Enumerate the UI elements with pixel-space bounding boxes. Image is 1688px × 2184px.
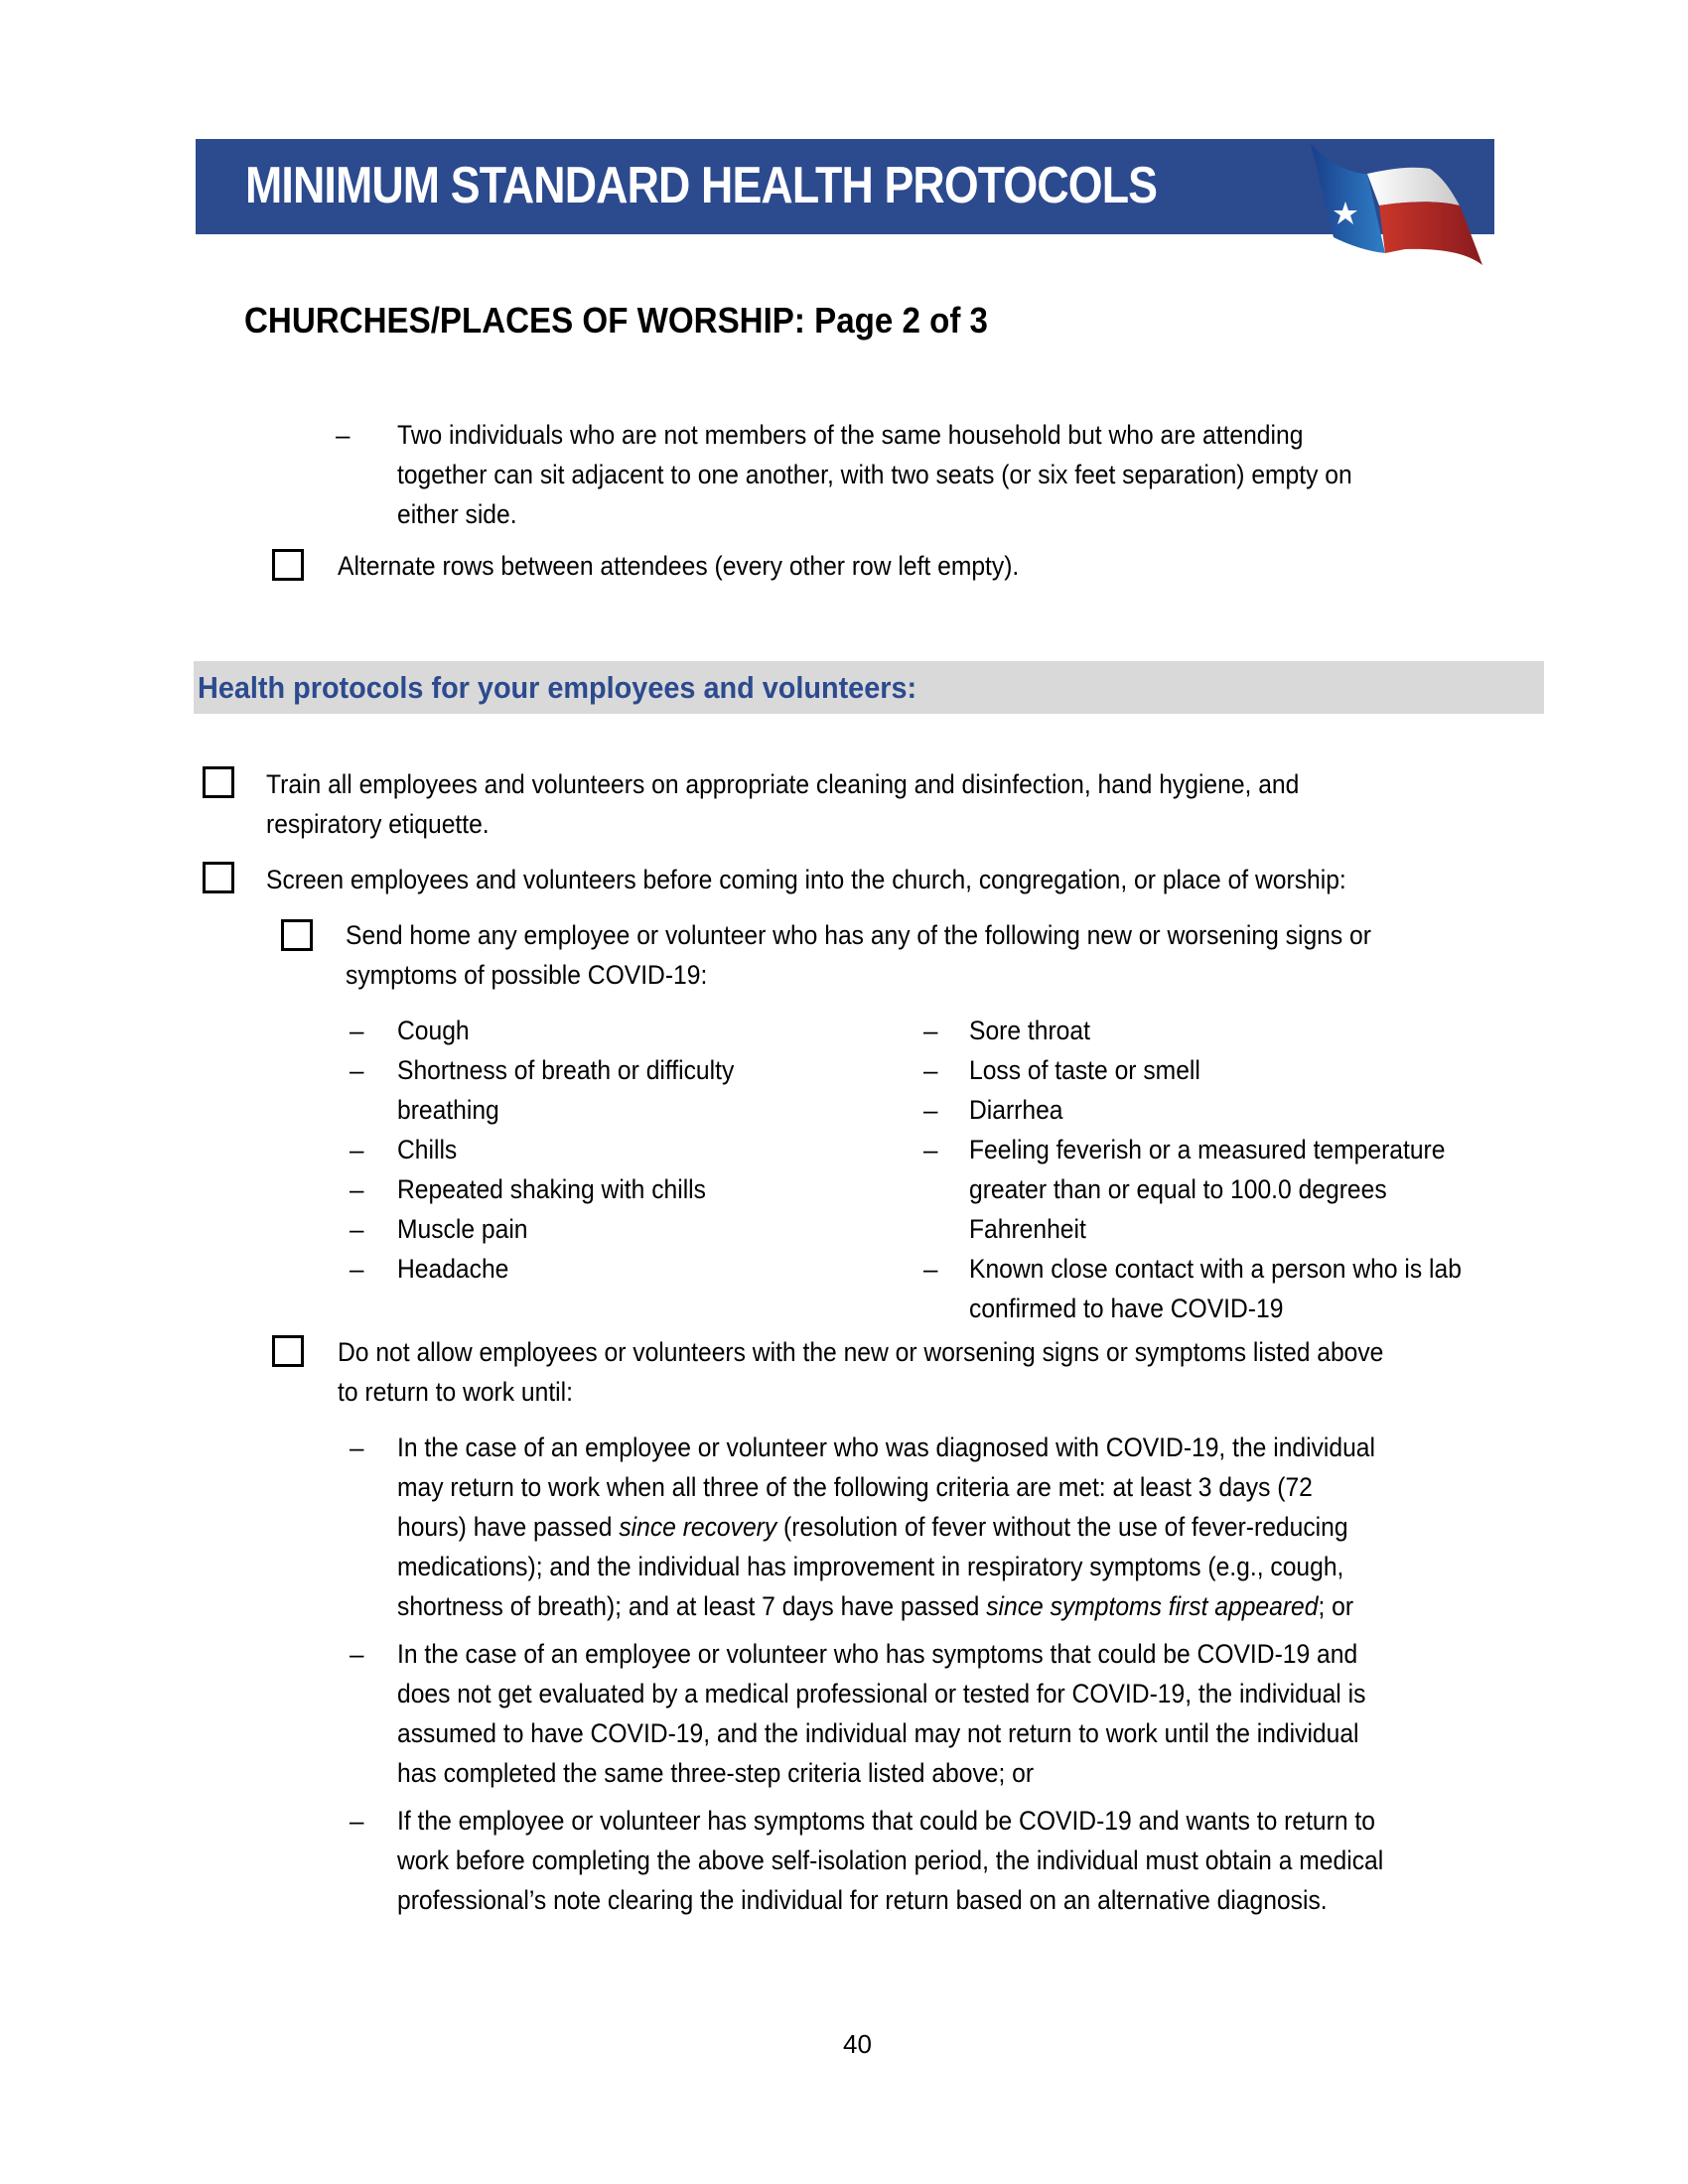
- checkbox-label: symptoms of possible COVID-19:: [346, 960, 708, 990]
- symptom-item: Loss of taste or smell: [969, 1055, 1200, 1085]
- section-header: [194, 661, 1544, 714]
- checkbox-label: Do not allow employees or volunteers with the new or worsening signs or symptoms listed above: [338, 1337, 1384, 1367]
- criteria-line: may return to work when all three of the following criteria are met: at least 3 days (72: [397, 1472, 1313, 1502]
- bullet-dash: –: [350, 1254, 364, 1284]
- checkbox-train[interactable]: [203, 766, 234, 798]
- bullet-dash: –: [350, 1639, 364, 1669]
- criteria-line: [397, 1586, 1353, 1626]
- criteria-line: does not get evaluated by a medical professional or tested for COVID-19, the individual is: [397, 1679, 1366, 1708]
- criteria-line: professional’s note clearing the individual for return based on an alternative diagnosis.: [397, 1885, 1328, 1915]
- bullet-dash: –: [350, 1174, 364, 1204]
- checkbox-label: Send home any employee or volunteer who has any of the following new or worsening signs or: [346, 920, 1371, 950]
- criteria-line: In the case of an employee or volunteer who has symptoms that could be COVID-19 and: [397, 1639, 1358, 1669]
- list-item-line: either side.: [397, 499, 517, 529]
- text-run: shortness of breath); and at least 7 days have passed: [397, 1591, 987, 1621]
- criteria-line: [397, 1507, 1348, 1547]
- bullet-dash: –: [923, 1055, 938, 1085]
- symptom-item: Cough: [397, 1016, 470, 1045]
- symptom-item: Diarrhea: [969, 1095, 1063, 1125]
- bullet-dash: –: [923, 1135, 938, 1164]
- symptom-item: Headache: [397, 1254, 509, 1284]
- bullet-dash: –: [336, 420, 351, 450]
- checkbox-label: respiratory etiquette.: [266, 809, 490, 839]
- section-title: Health protocols for your employees and volunteers:: [198, 670, 917, 705]
- emphasis-text: since recovery: [619, 1512, 777, 1542]
- bullet-dash: –: [350, 1806, 364, 1836]
- symptom-item: Muscle pain: [397, 1214, 528, 1244]
- symptom-item: Shortness of breath or difficulty: [397, 1055, 735, 1085]
- criteria-line: In the case of an employee or volunteer who was diagnosed with COVID-19, the individual: [397, 1433, 1376, 1462]
- checkbox-label: Alternate rows between attendees (every other row left empty).: [338, 551, 1020, 581]
- symptom-item: confirmed to have COVID-19: [969, 1294, 1284, 1323]
- banner-title: MINIMUM STANDARD HEALTH PROTOCOLS: [245, 157, 1158, 214]
- bullet-dash: –: [350, 1433, 364, 1462]
- text-run: ; or: [1318, 1591, 1354, 1621]
- bullet-dash: –: [350, 1016, 364, 1045]
- symptom-item: Feeling feverish or a measured temperature: [969, 1135, 1446, 1164]
- page-title: CHURCHES/PLACES OF WORSHIP: Page 2 of 3: [244, 300, 988, 341]
- texas-flag-icon: [1306, 144, 1484, 268]
- checkbox-label: Train all employees and volunteers on appropriate cleaning and disinfection, hand hygiene, and: [266, 769, 1300, 799]
- symptom-item: Fahrenheit: [969, 1214, 1086, 1244]
- text-run: hours) have passed: [397, 1512, 620, 1542]
- bullet-dash: –: [350, 1135, 364, 1164]
- criteria-line: assumed to have COVID-19, and the individual may not return to work until the individual: [397, 1718, 1359, 1748]
- text-run: (resolution of fever without the use of fever-reducing: [776, 1512, 1348, 1542]
- bullet-dash: –: [923, 1254, 938, 1284]
- criteria-line: has completed the same three-step criteria listed above; or: [397, 1758, 1035, 1788]
- checkbox-screen[interactable]: [203, 862, 234, 893]
- checkbox-send-home[interactable]: [281, 919, 313, 951]
- criteria-line: medications); and the individual has improvement in respiratory symptoms (e.g., cough,: [397, 1552, 1344, 1581]
- page-number: 40: [843, 2029, 872, 2059]
- symptom-item: Sore throat: [969, 1016, 1090, 1045]
- bullet-dash: –: [350, 1055, 364, 1085]
- symptom-item: Repeated shaking with chills: [397, 1174, 706, 1204]
- bullet-dash: –: [923, 1095, 938, 1125]
- symptom-item: breathing: [397, 1095, 499, 1125]
- checkbox-alternate-rows[interactable]: [272, 549, 304, 581]
- list-item-line: together can sit adjacent to one another, with two seats (or six feet separation) empty on: [397, 460, 1352, 489]
- symptom-item: Known close contact with a person who is lab: [969, 1254, 1462, 1284]
- criteria-line: If the employee or volunteer has symptoms that could be COVID-19 and wants to return to: [397, 1806, 1375, 1836]
- emphasis-text: since symptoms first appeared: [986, 1591, 1319, 1621]
- criteria-line: work before completing the above self-isolation period, the individual must obtain a medical: [397, 1845, 1384, 1875]
- list-item-line: Two individuals who are not members of the same household but who are attending: [397, 420, 1304, 450]
- checkbox-do-not-allow[interactable]: [272, 1335, 304, 1367]
- symptom-item: Chills: [397, 1135, 458, 1164]
- bullet-dash: –: [923, 1016, 938, 1045]
- checkbox-label: to return to work until:: [338, 1377, 573, 1407]
- checkbox-label: Screen employees and volunteers before coming into the church, congregation, or place of worship:: [266, 865, 1346, 894]
- bullet-dash: –: [350, 1214, 364, 1244]
- symptom-item: greater than or equal to 100.0 degrees: [969, 1174, 1387, 1204]
- header-banner: [196, 139, 1494, 234]
